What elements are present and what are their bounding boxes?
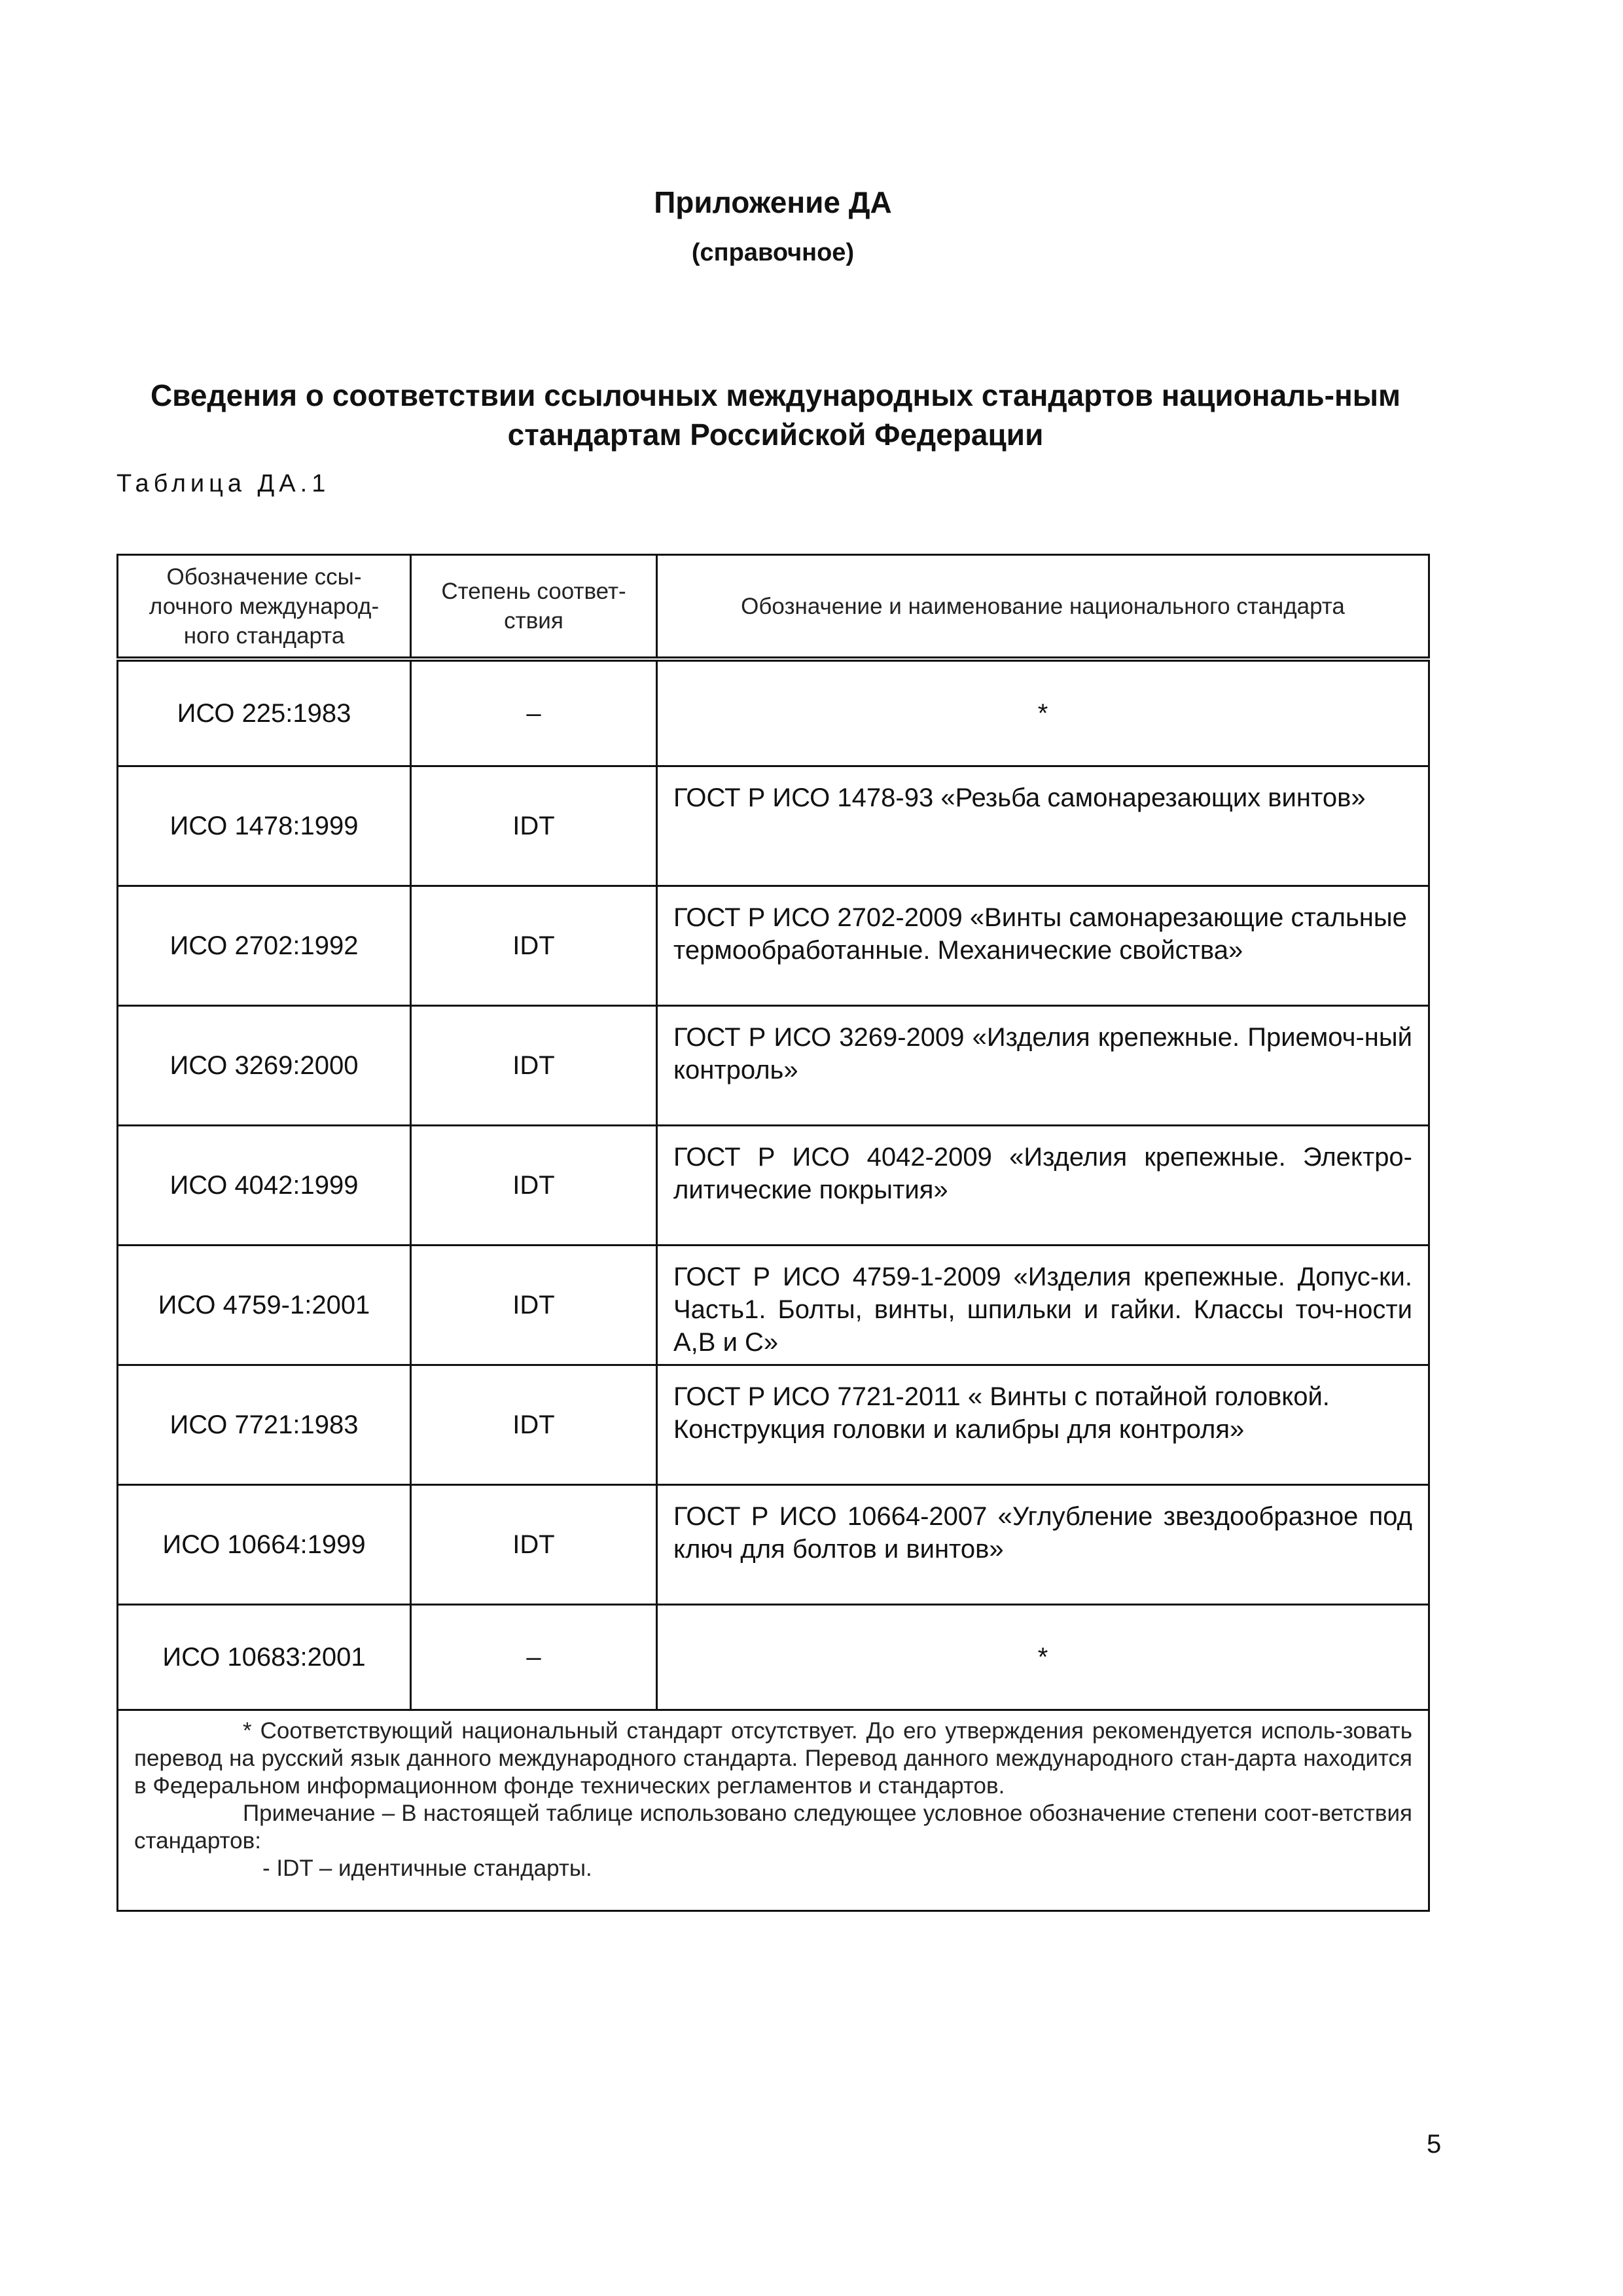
cell-intl-standard: ИСО 7721:1983: [118, 1365, 411, 1485]
cell-national-standard: ГОСТ Р ИСО 7721-2011 « Винты с потайной головкой. Конструкция головки и калибры для контроля»: [657, 1365, 1429, 1485]
cell-degree: –: [411, 1605, 657, 1710]
page-number: 5: [1427, 2130, 1442, 2159]
table-row: [118, 766, 1429, 886]
cell-national-standard: ГОСТ Р ИСО 4759-1-2009 «Изделия крепежные. Допус-ки. Часть1. Болты, винты, шпильки и гайки. Классы точ-ности А,В и С»: [657, 1246, 1429, 1365]
cell-national-standard: ГОСТ Р ИСО 4042-2009 «Изделия крепежные. Электро-литические покрытия»: [657, 1126, 1429, 1246]
header-degree: Степень соответ-ствия: [411, 555, 657, 660]
section-heading: Сведения о соответствии ссылочных международных стандартов националь-ным стандартам Российской Федерации: [150, 378, 1401, 452]
cell-national-standard: *: [657, 659, 1429, 766]
cell-degree: IDT: [411, 1006, 657, 1126]
table-row: [118, 1126, 1429, 1246]
cell-degree: IDT: [411, 766, 657, 886]
table-caption: Таблица ДА.1: [116, 470, 330, 497]
table-row: [118, 886, 1429, 1006]
cell-degree: IDT: [411, 1365, 657, 1485]
cell-national-standard: *: [657, 1605, 1429, 1710]
table-header-row: [118, 555, 1429, 660]
cell-national-standard: ГОСТ Р ИСО 10664-2007 «Углубление звездообразное под ключ для болтов и винтов»: [657, 1485, 1429, 1605]
table-note-row: [118, 1710, 1429, 1911]
standards-table: [116, 554, 1430, 1912]
header-national-standard: Обозначение и наименование национального стандарта: [657, 555, 1429, 660]
appendix-title: Приложение ДА: [654, 185, 892, 219]
cell-intl-standard: ИСО 4042:1999: [118, 1126, 411, 1246]
note-remark: Примечание – В настоящей таблице использовано следующее условное обозначение степени соот-ветствия стандартов:: [134, 1801, 1412, 1854]
cell-degree: IDT: [411, 886, 657, 1006]
appendix-subtitle: (справочное): [691, 239, 855, 266]
cell-intl-standard: ИСО 225:1983: [118, 659, 411, 766]
cell-intl-standard: ИСО 10664:1999: [118, 1485, 411, 1605]
note-legend: - IDT – идентичные стандарты.: [262, 1856, 592, 1881]
cell-degree: IDT: [411, 1126, 657, 1246]
cell-degree: IDT: [411, 1485, 657, 1605]
table-row: [118, 1006, 1429, 1126]
cell-national-standard: ГОСТ Р ИСО 2702-2009 «Винты самонарезающие стальные термообработанные. Механические свойства»: [657, 886, 1429, 1006]
cell-national-standard: ГОСТ Р ИСО 3269-2009 «Изделия крепежные. Приемоч-ный контроль»: [657, 1006, 1429, 1126]
table-row: [118, 659, 1429, 766]
table-row: [118, 1246, 1429, 1365]
table-row: [118, 1365, 1429, 1485]
cell-degree: –: [411, 659, 657, 766]
table-row: [118, 1605, 1429, 1710]
cell-intl-standard: ИСО 4759-1:2001: [118, 1246, 411, 1365]
table-note: [118, 1710, 1429, 1911]
cell-intl-standard: ИСО 2702:1992: [118, 886, 411, 1006]
cell-intl-standard: ИСО 10683:2001: [118, 1605, 411, 1710]
note-footnote: * Соответствующий национальный стандарт отсутствует. До его утверждения рекомендуется исполь-зовать перевод на русский язык данного международного стандарта. Перевод данного международного стан-дарта находится в Федеральном информационном фонде технических регламентов и стандартов.: [134, 1718, 1412, 1799]
table-row: [118, 1485, 1429, 1605]
cell-degree: IDT: [411, 1246, 657, 1365]
cell-intl-standard: ИСО 3269:2000: [118, 1006, 411, 1126]
cell-intl-standard: ИСО 1478:1999: [118, 766, 411, 886]
header-intl-standard: Обозначение ссы-лочного международ-ного стандарта: [118, 555, 411, 660]
cell-national-standard: ГОСТ Р ИСО 1478-93 «Резьба самонарезающих винтов»: [657, 766, 1429, 886]
